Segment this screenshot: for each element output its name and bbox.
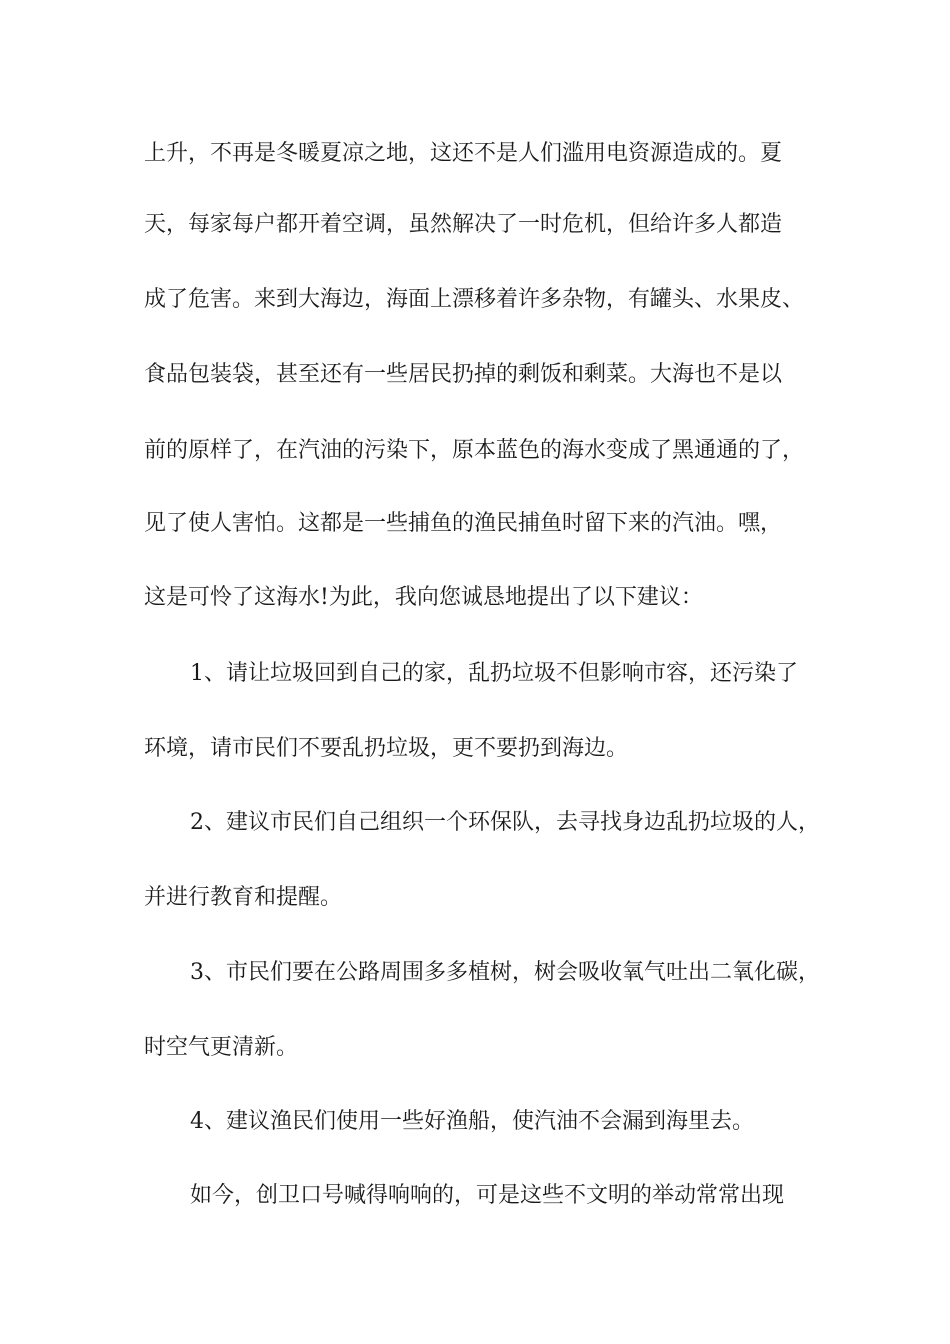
text-line: 天，每家每户都开着空调，虽然解决了一时危机，但给许多人都造: [144, 212, 783, 237]
text-line: 成了危害。来到大海边，海面上漂移着许多杂物，有罐头、水果皮、: [144, 287, 805, 312]
text-line: 见了使人害怕。这都是一些捕鱼的渔民捕鱼时留下来的汽油。嘿，: [144, 511, 783, 536]
paragraph-start: 如今，创卫口号喊得响响的，可是这些不文明的举动常常出现: [190, 1183, 785, 1208]
text-line: 时空气更清新。: [144, 1035, 299, 1060]
text-line: 前的原样了，在汽油的污染下，原本蓝色的海水变成了黑通通的了，: [144, 438, 805, 463]
text-line: 食品包装袋，甚至还有一些居民扔掉的剩饭和剩菜。大海也不是以: [144, 362, 783, 387]
list-item-1: 1、请让垃圾回到自己的家，乱扔垃圾不但影响市容，还污染了: [190, 661, 798, 686]
text-line: 上升，不再是冬暖夏凉之地，这还不是人们滥用电资源造成的。夏: [144, 141, 783, 166]
text-line: 环境，请市民们不要乱扔垃圾，更不要扔到海边。: [144, 736, 629, 761]
list-item-2: 2、建议市民们自己组织一个环保队，去寻找身边乱扔垃圾的人，: [190, 810, 820, 835]
text-line: 这是可怜了这海水!为此，我向您诚恳地提出了以下建议：: [144, 585, 703, 610]
list-item-4: 4、建议渔民们使用一些好渔船，使汽油不会漏到海里去。: [190, 1109, 754, 1134]
text-line: 并进行教育和提醒。: [144, 885, 343, 910]
list-item-3: 3、市民们要在公路周围多多植树，树会吸收氧气吐出二氧化碳，: [190, 960, 820, 985]
